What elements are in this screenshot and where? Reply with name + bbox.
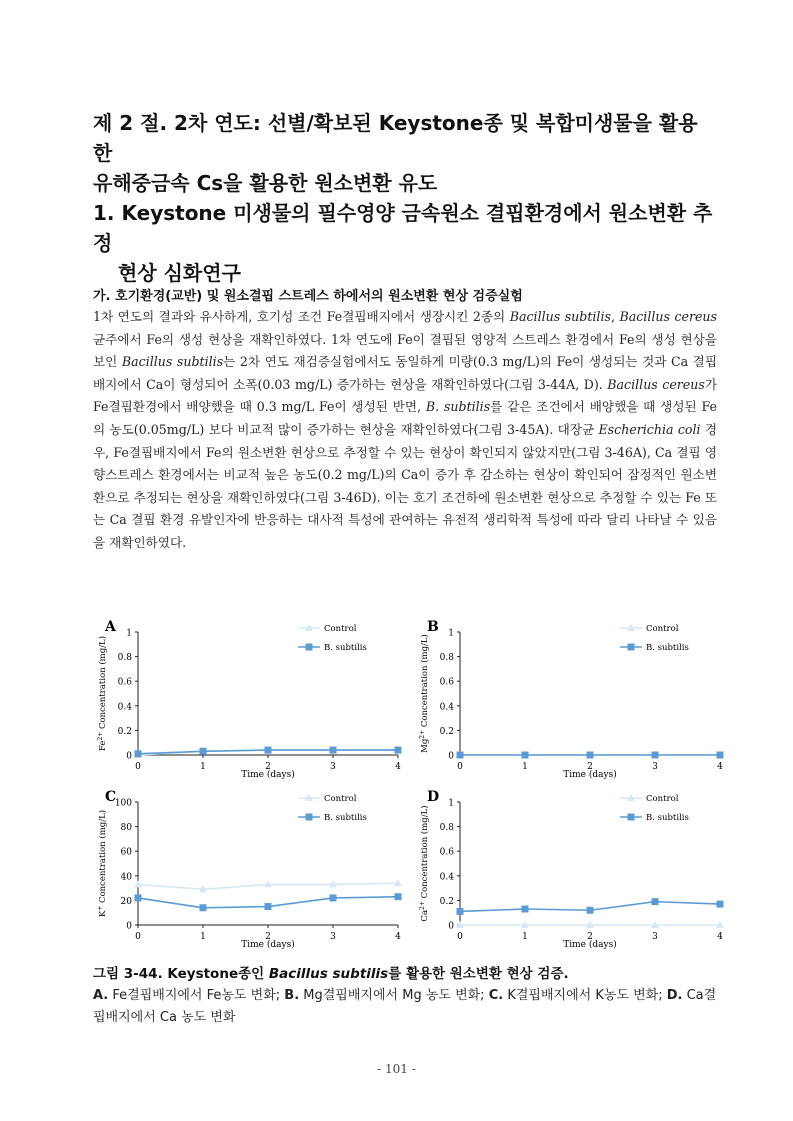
data-point-b-subtilis bbox=[717, 752, 724, 759]
figure-caption-title bbox=[93, 962, 569, 982]
legend-label: Control bbox=[646, 794, 679, 804]
data-point-b-subtilis bbox=[652, 898, 659, 905]
y-tick-label: 0.4 bbox=[439, 702, 454, 713]
y-axis-label bbox=[97, 636, 109, 751]
data-point-b-subtilis bbox=[395, 893, 402, 900]
data-point-b-subtilis bbox=[265, 747, 272, 754]
x-tick-label: 2 bbox=[587, 932, 593, 942]
data-point-b-subtilis bbox=[200, 748, 207, 755]
data-point-b-subtilis bbox=[330, 747, 337, 754]
x-tick-label: 0 bbox=[457, 932, 463, 942]
y-tick-label: 80 bbox=[120, 823, 132, 834]
y-tick-label: 0.8 bbox=[117, 653, 132, 664]
y-tick-label: 0.8 bbox=[439, 653, 454, 664]
caption-label-a: A. bbox=[93, 988, 109, 1003]
species-name: Bacillus cereus bbox=[607, 376, 705, 392]
chart-panel-a bbox=[93, 615, 413, 784]
y-tick-label: 40 bbox=[120, 872, 132, 883]
subsection-title-line-1: 1. Keystone 미생물의 필수영양 금속원소 결핍환경에서 원소변환 추정 bbox=[93, 201, 713, 255]
figure-caption-body bbox=[93, 985, 723, 1029]
caption-title-suffix: 를 활용한 원소변환 현상 검증. bbox=[388, 966, 569, 982]
species-name: B. subtilis bbox=[425, 399, 491, 415]
data-point-b-subtilis bbox=[135, 750, 142, 757]
x-tick-label: 1 bbox=[522, 762, 528, 772]
y-tick-label: 1 bbox=[448, 798, 454, 809]
data-point-b-subtilis bbox=[587, 907, 594, 914]
body-paragraph bbox=[93, 306, 717, 555]
caption-text-c: K결핍배지에서 K농도 변화; bbox=[503, 988, 667, 1003]
y-axis-label-base: K bbox=[98, 910, 108, 918]
x-tick-label: 1 bbox=[522, 932, 528, 942]
y-tick-label: 0.6 bbox=[117, 677, 132, 688]
page-number: - 101 - bbox=[377, 1062, 416, 1076]
panel-label: C bbox=[105, 789, 117, 805]
paragraph-text: 를 같은 조건에서 배양했을 때 생성된 Fe의 농도(0.05mg/L) 보다 비교적 많이 증가하는 현상을 재확인하였다(그림 3-45A). 대장균 bbox=[93, 399, 717, 437]
caption-title-prefix: 그림 3-44. Keystone종인 bbox=[93, 966, 269, 982]
x-tick-label: 1 bbox=[200, 932, 206, 942]
x-tick-label: 3 bbox=[330, 762, 336, 772]
x-tick-label: 4 bbox=[717, 932, 723, 942]
panel-label: D bbox=[427, 789, 440, 805]
data-point-b-subtilis bbox=[652, 752, 659, 759]
figure-3-44 bbox=[93, 615, 736, 955]
chart-panel-b bbox=[415, 615, 735, 784]
caption-label-b: B. bbox=[284, 988, 300, 1003]
y-tick-label: 0 bbox=[448, 921, 454, 932]
caption-label-c: C. bbox=[488, 988, 504, 1003]
y-tick-label: 0 bbox=[126, 751, 132, 762]
legend-label: Control bbox=[324, 624, 357, 634]
legend-label: B. subtilis bbox=[324, 813, 367, 823]
y-tick-label: 0.4 bbox=[117, 702, 132, 713]
paragraph-text: 1차 연도의 결과와 유사하게, 호기성 조건 Fe결핍배지에서 생장시킨 2종의 bbox=[93, 309, 510, 324]
species-name: Bacillus cereus bbox=[619, 309, 717, 324]
chart-panel-c bbox=[93, 785, 413, 954]
data-point-b-subtilis bbox=[522, 752, 529, 759]
y-tick-label: 0 bbox=[448, 751, 454, 762]
legend-label: B. subtilis bbox=[646, 813, 689, 823]
x-tick-label: 0 bbox=[135, 762, 141, 772]
legend-label: Control bbox=[324, 794, 357, 804]
y-axis-label bbox=[97, 810, 109, 917]
y-tick-label: 20 bbox=[120, 896, 132, 907]
data-point-b-subtilis bbox=[395, 747, 402, 754]
y-axis-label-base: Mg bbox=[420, 738, 430, 753]
y-axis-label-sup: 2+ bbox=[418, 729, 426, 739]
caption-text-a: Fe결핍배지에서 Fe농도 변화; bbox=[108, 988, 285, 1003]
y-tick-label: 0.6 bbox=[439, 677, 454, 688]
species-name: Escherichia coli bbox=[598, 421, 701, 437]
caption-label-d: D. bbox=[666, 988, 683, 1003]
y-axis-label-rest: Concentration (mg/L) bbox=[420, 805, 430, 902]
data-point-b-subtilis bbox=[457, 752, 464, 759]
y-tick-label: 0.2 bbox=[439, 896, 454, 907]
data-point-b-subtilis bbox=[717, 901, 724, 908]
subsection-title-line-2: 현상 심화연구 bbox=[118, 261, 241, 285]
y-tick-label: 0.2 bbox=[117, 726, 132, 737]
legend-label: B. subtilis bbox=[324, 643, 367, 653]
paragraph-text: 가 Fe결핍환경에서 배양했을 때 0.3 mg/L Fe이 생성된 반면, bbox=[93, 376, 717, 415]
y-axis-label bbox=[419, 805, 431, 921]
legend-label: B. subtilis bbox=[646, 643, 689, 653]
x-tick-label: 2 bbox=[587, 762, 593, 772]
y-axis-label-rest: Concentration (mg/L) bbox=[98, 809, 108, 906]
data-point-b-subtilis bbox=[265, 903, 272, 910]
y-axis-label-sup: 2+ bbox=[418, 901, 426, 910]
y-tick-label: 0.4 bbox=[439, 872, 454, 883]
x-tick-label: 4 bbox=[717, 762, 723, 772]
x-tick-label: 4 bbox=[395, 762, 401, 772]
section-title bbox=[93, 108, 713, 198]
caption-text-d: Ca결핍배지에서 Ca 농도 변화 bbox=[93, 988, 717, 1025]
y-axis-label bbox=[419, 634, 431, 753]
panel-label: B bbox=[427, 619, 439, 635]
x-tick-label: 0 bbox=[457, 762, 463, 772]
x-tick-label: 3 bbox=[652, 762, 658, 772]
section-title-line-2: 유해중금속 Cs을 활용한 원소변환 유도 bbox=[93, 171, 438, 195]
x-tick-label: 0 bbox=[135, 932, 141, 942]
chart-panel-d bbox=[415, 785, 735, 954]
y-tick-label: 0 bbox=[126, 921, 132, 932]
x-tick-label: 3 bbox=[330, 932, 336, 942]
x-tick-label: 4 bbox=[395, 932, 401, 942]
x-tick-label: 2 bbox=[265, 932, 271, 942]
y-tick-label: 100 bbox=[114, 798, 132, 809]
legend-label: Control bbox=[646, 624, 679, 634]
data-point-b-subtilis bbox=[330, 894, 337, 901]
y-axis-label-sup: 2+ bbox=[96, 731, 104, 741]
x-tick-label: 1 bbox=[200, 762, 206, 772]
paragraph-text: 균주에서 Fe의 생성 현상을 재확인하였다. 1차 연도에 Fe이 결핍된 영양적 스트레스 환경에서 Fe의 생성 현상을 보인 bbox=[93, 331, 717, 370]
y-tick-label: 0.6 bbox=[439, 847, 454, 858]
x-tick-label: 2 bbox=[265, 762, 271, 772]
y-tick-label: 1 bbox=[126, 628, 132, 639]
caption-title-species: Bacillus subtilis bbox=[268, 966, 389, 982]
paragraph-text: , bbox=[610, 309, 620, 324]
y-tick-label: 1 bbox=[448, 628, 454, 639]
y-axis-label-rest: Concentration (mg/L) bbox=[420, 634, 430, 730]
legend-marker-b-subtilis bbox=[306, 814, 313, 821]
x-axis-label: Time (days) bbox=[563, 770, 617, 780]
y-axis-label-sup: + bbox=[96, 905, 104, 911]
legend-marker-b-subtilis bbox=[306, 644, 313, 651]
x-axis-label: Time (days) bbox=[241, 940, 295, 950]
x-tick-label: 3 bbox=[652, 932, 658, 942]
y-axis-label-rest: Concentration (mg/L) bbox=[98, 635, 108, 732]
y-tick-label: 60 bbox=[120, 847, 132, 858]
y-tick-label: 0.8 bbox=[439, 823, 454, 834]
data-point-b-subtilis bbox=[587, 752, 594, 759]
species-name: Bacillus subtilis bbox=[121, 354, 224, 370]
panel-label: A bbox=[105, 619, 116, 635]
x-axis-label: Time (days) bbox=[241, 770, 295, 780]
y-axis-label-base: Fe bbox=[98, 740, 108, 752]
species-name: Bacillus subtilis bbox=[509, 309, 611, 324]
data-point-b-subtilis bbox=[457, 908, 464, 915]
data-point-b-subtilis bbox=[135, 894, 142, 901]
x-axis-label: Time (days) bbox=[563, 940, 617, 950]
y-tick-label: 0.2 bbox=[439, 726, 454, 737]
paragraph-text: 경우, Fe결핍배지에서 Fe의 원소변환 현상으로 추정할 수 있는 현상이 확인되지 않았지만(그림 3-46A), Ca 결핍 영향스트레스 환경에서는 비교적 높은 농도(0.2 mg/L)의 Ca이 증가 후 감소하는 현상이 확인되어 잠정적인 원소변환으로 추정되는 현상을 재확인하였다(그림 3-46D). 이는 호기 조건하에 원소변환 현상으로 추정할 수 있는 Fe 또는 Ca 결핍 환경 유발인자에 반응하는 대사적 특성에 관여하는 유전적 생리학적 특성에 따라 달리 나타날 수 있음을 재확인하였다. bbox=[93, 421, 717, 550]
subsection-title bbox=[93, 198, 713, 288]
legend-marker-b-subtilis bbox=[628, 814, 635, 821]
subheading: 가. 호기환경(교반) 및 원소결핍 스트레스 하에서의 원소변환 현상 검증실험 bbox=[93, 289, 523, 304]
y-axis-label-base: Ca bbox=[420, 909, 430, 922]
data-point-b-subtilis bbox=[200, 904, 207, 911]
section-title-line-1: 제 2 절. 2차 연도: 선별/확보된 Keystone종 및 복합미생물을 활용한 bbox=[93, 111, 698, 165]
caption-text-b: Mg결핍배지에서 Mg 농도 변화; bbox=[299, 988, 489, 1003]
legend-marker-b-subtilis bbox=[628, 644, 635, 651]
paragraph-text: 는 2차 연도 재검증실험에서도 동일하게 미량(0.3 mg/L)의 Fe이 생성되는 것과 Ca 결핍배지에서 Ca이 형성되어 소폭(0.03 mg/L) 증가하는 현상을 재확인하였다(그림 3-44A, D). bbox=[93, 354, 717, 392]
data-point-b-subtilis bbox=[522, 906, 529, 913]
